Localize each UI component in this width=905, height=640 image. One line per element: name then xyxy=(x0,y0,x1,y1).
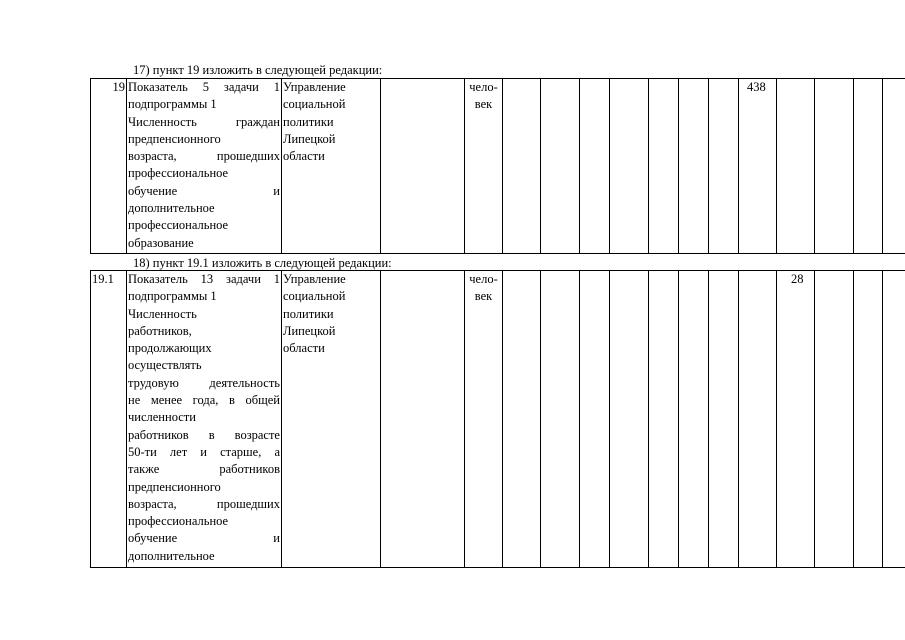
description-line: профессиональное xyxy=(128,166,229,181)
empty-cell xyxy=(381,79,465,254)
description-line: образование xyxy=(128,235,194,250)
indicator-value: 438 xyxy=(739,79,777,254)
empty-cell xyxy=(649,271,679,568)
description-line: работников в возрасте xyxy=(128,427,280,442)
empty-cell xyxy=(854,79,883,254)
amendment-intro-18: 18) пункт 19.1 изложить в следующей редакции: xyxy=(133,256,392,270)
empty-cell xyxy=(541,79,580,254)
table-row xyxy=(91,79,905,254)
description-line: обучение и xyxy=(128,183,280,198)
row-number: 19.1 xyxy=(91,271,127,568)
empty-cell xyxy=(610,79,649,254)
empty-cell xyxy=(709,79,739,254)
description-line: Показатель 5 задачи 1 xyxy=(128,80,280,94)
empty-cell xyxy=(541,271,580,568)
empty-cell xyxy=(381,271,465,568)
description-line: 50-ти лет и старше, а xyxy=(128,444,280,459)
empty-cell xyxy=(777,79,815,254)
description-line: Численность xyxy=(128,306,197,321)
description-line: подпрограммы 1 xyxy=(128,97,217,112)
row-number: 19 xyxy=(91,79,127,254)
empty-cell xyxy=(503,79,541,254)
indicator-table-19 xyxy=(90,78,905,254)
indicator-description xyxy=(127,271,282,568)
description-line: предпенсионного xyxy=(128,131,221,146)
empty-cell xyxy=(679,271,709,568)
description-line: осуществлять xyxy=(128,358,202,373)
description-line: трудовую деятельность xyxy=(128,375,280,390)
description-line: Численность граждан xyxy=(128,114,280,129)
amendment-intro-17: 17) пункт 19 изложить в следующей редакции: xyxy=(133,63,383,77)
empty-cell xyxy=(815,271,854,568)
description-line: возраста, прошедших xyxy=(128,149,280,164)
indicator-description xyxy=(127,79,282,254)
description-line: продолжающих xyxy=(128,341,212,356)
unit-of-measure: чело- век xyxy=(465,79,503,254)
description-line: предпенсионного xyxy=(128,479,221,494)
empty-cell xyxy=(854,271,883,568)
description-line: возраста, прошедших xyxy=(128,496,280,511)
empty-cell xyxy=(709,271,739,568)
empty-cell xyxy=(679,79,709,254)
unit-of-measure: чело- век xyxy=(465,271,503,568)
empty-cell xyxy=(503,271,541,568)
description-line: также работников xyxy=(128,462,280,477)
indicator-table-19-1 xyxy=(90,270,905,568)
description-line: обучение и xyxy=(128,531,280,546)
table-row xyxy=(91,271,905,568)
description-line: работников, xyxy=(128,323,192,338)
empty-cell xyxy=(883,79,905,254)
description-line: дополнительное xyxy=(128,201,215,216)
description-line: профессиональное xyxy=(128,218,229,233)
empty-cell xyxy=(739,271,777,568)
empty-cell xyxy=(815,79,854,254)
description-line: подпрограммы 1 xyxy=(128,289,217,304)
empty-cell xyxy=(883,271,905,568)
empty-cell xyxy=(649,79,679,254)
description-line: не менее года, в общей xyxy=(128,393,280,408)
responsible-executor: Управление социальной политики Липецкой области xyxy=(282,271,381,568)
empty-cell xyxy=(580,79,610,254)
description-line: численности xyxy=(128,410,196,425)
indicator-value: 28 xyxy=(777,271,815,568)
responsible-executor: Управление социальной политики Липецкой области xyxy=(282,79,381,254)
empty-cell xyxy=(610,271,649,568)
description-line: дополнительное xyxy=(128,548,215,563)
empty-cell xyxy=(580,271,610,568)
description-line: профессиональное xyxy=(128,514,229,529)
description-line: Показатель 13 задачи 1 xyxy=(128,272,280,286)
